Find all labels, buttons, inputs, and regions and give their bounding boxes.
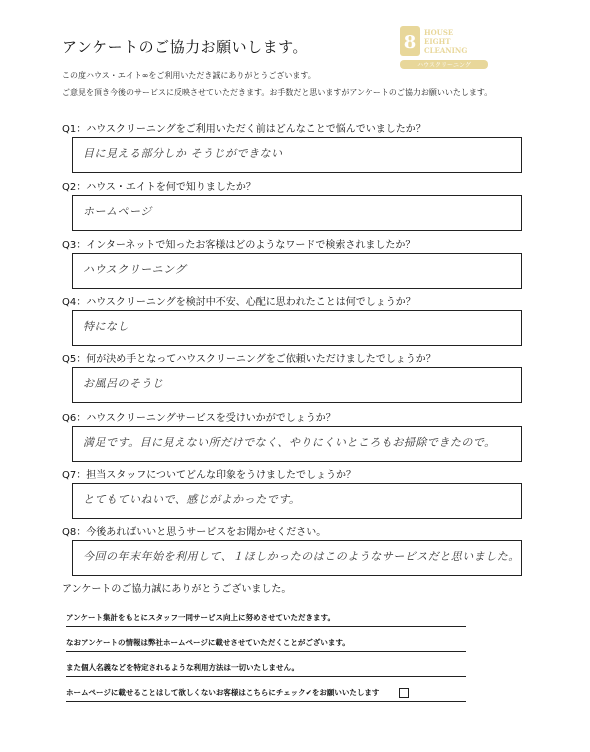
answer-box[interactable] (72, 540, 522, 576)
notes-section (66, 612, 466, 712)
note-line-2: なおアンケートの情報は弊社ホームページに載せさせていただくことがございます。 (66, 637, 466, 652)
question-6 (62, 409, 532, 462)
svg-text:HOUSE: HOUSE (424, 28, 454, 37)
opt-out-label: ホームページに載せることはして欲しくないお客様はこちらにチェック✔をお願いいたします (66, 688, 380, 697)
svg-text:EIGHT: EIGHT (424, 37, 451, 46)
question-7 (62, 466, 532, 519)
answer-text: 今回の年末年始を利用して、１ほしかったのはこのようなサービスだと思いました。 (83, 550, 520, 563)
question-label: Q3：インターネットで知ったお客様はどのようなワードで検索されましたか？ (62, 240, 416, 251)
answer-box[interactable] (72, 310, 522, 346)
answer-text: 特になし (83, 320, 129, 333)
intro-line-1: この度ハウス・エイト∞をご利用いただき誠にありがとうございます。 (62, 71, 316, 80)
answer-text: お風呂のそうじ (83, 377, 164, 390)
question-2 (62, 178, 532, 231)
question-label: Q6：ハウスクリーニングサービスを受けいかがでしょうか？ (62, 413, 336, 424)
question-label: Q2：ハウス・エイトを何で知りましたか？ (62, 182, 256, 193)
answer-box[interactable] (72, 483, 522, 519)
answer-box[interactable] (72, 253, 522, 289)
question-1 (62, 120, 532, 173)
answer-text: とてもていねいで、感じがよかったです。 (83, 493, 301, 506)
answer-text: ハウスクリーニング (83, 263, 186, 276)
question-label: Q1：ハウスクリーニングをご利用いただく前はどんなことで悩んでいましたか？ (62, 124, 426, 135)
answer-text: 目に見える部分しか そうじができない (83, 147, 283, 160)
thanks-message: アンケートのご協力誠にありがとうございました。 (62, 584, 292, 595)
answer-box[interactable] (72, 367, 522, 403)
svg-text:8: 8 (403, 32, 417, 53)
question-label: Q4：ハウスクリーニングを検討中不安、心配に思われたことは何でしょうか？ (62, 297, 416, 308)
page-title: アンケートのご協力お願いします。 (62, 38, 308, 56)
answer-box[interactable] (72, 426, 522, 462)
note-line-3: また個人名義などを特定されるような利用方法は一切いたしません。 (66, 662, 466, 677)
question-4 (62, 293, 532, 346)
intro-line-2: ご意見を頂き今後のサービスに反映させていただきます。お手数だと思いますがアンケートのご協力お願いいたします。 (62, 88, 493, 97)
note-line-4 (66, 687, 466, 702)
question-8 (62, 523, 532, 576)
svg-text:CLEANING: CLEANING (424, 46, 468, 55)
answer-text: ホームページ (83, 205, 152, 218)
house-eight-logo (398, 24, 490, 72)
question-label: Q5：何が決め手となってハウスクリーニングをご依頼いただけましたでしょうか？ (62, 354, 436, 365)
note-line-1: アンケート集計をもとにスタッフ一同サービス向上に努めさせていただきます。 (66, 612, 466, 627)
answer-box[interactable] (72, 195, 522, 231)
question-label: Q8：今後あればいいと思うサービスをお聞かせください。 (62, 527, 327, 538)
answer-box[interactable] (72, 137, 522, 173)
answer-text: 満足です。目に見えない所だけでなく、やりにくいところもお掃除できたので。 (83, 436, 496, 449)
question-label: Q7：担当スタッフについてどんな印象をうけましたでしょうか？ (62, 470, 357, 481)
svg-text:ハウスクリーニング: ハウスクリーニング (417, 62, 471, 69)
question-3 (62, 236, 532, 289)
question-5 (62, 350, 532, 403)
opt-out-checkbox[interactable] (399, 688, 409, 698)
